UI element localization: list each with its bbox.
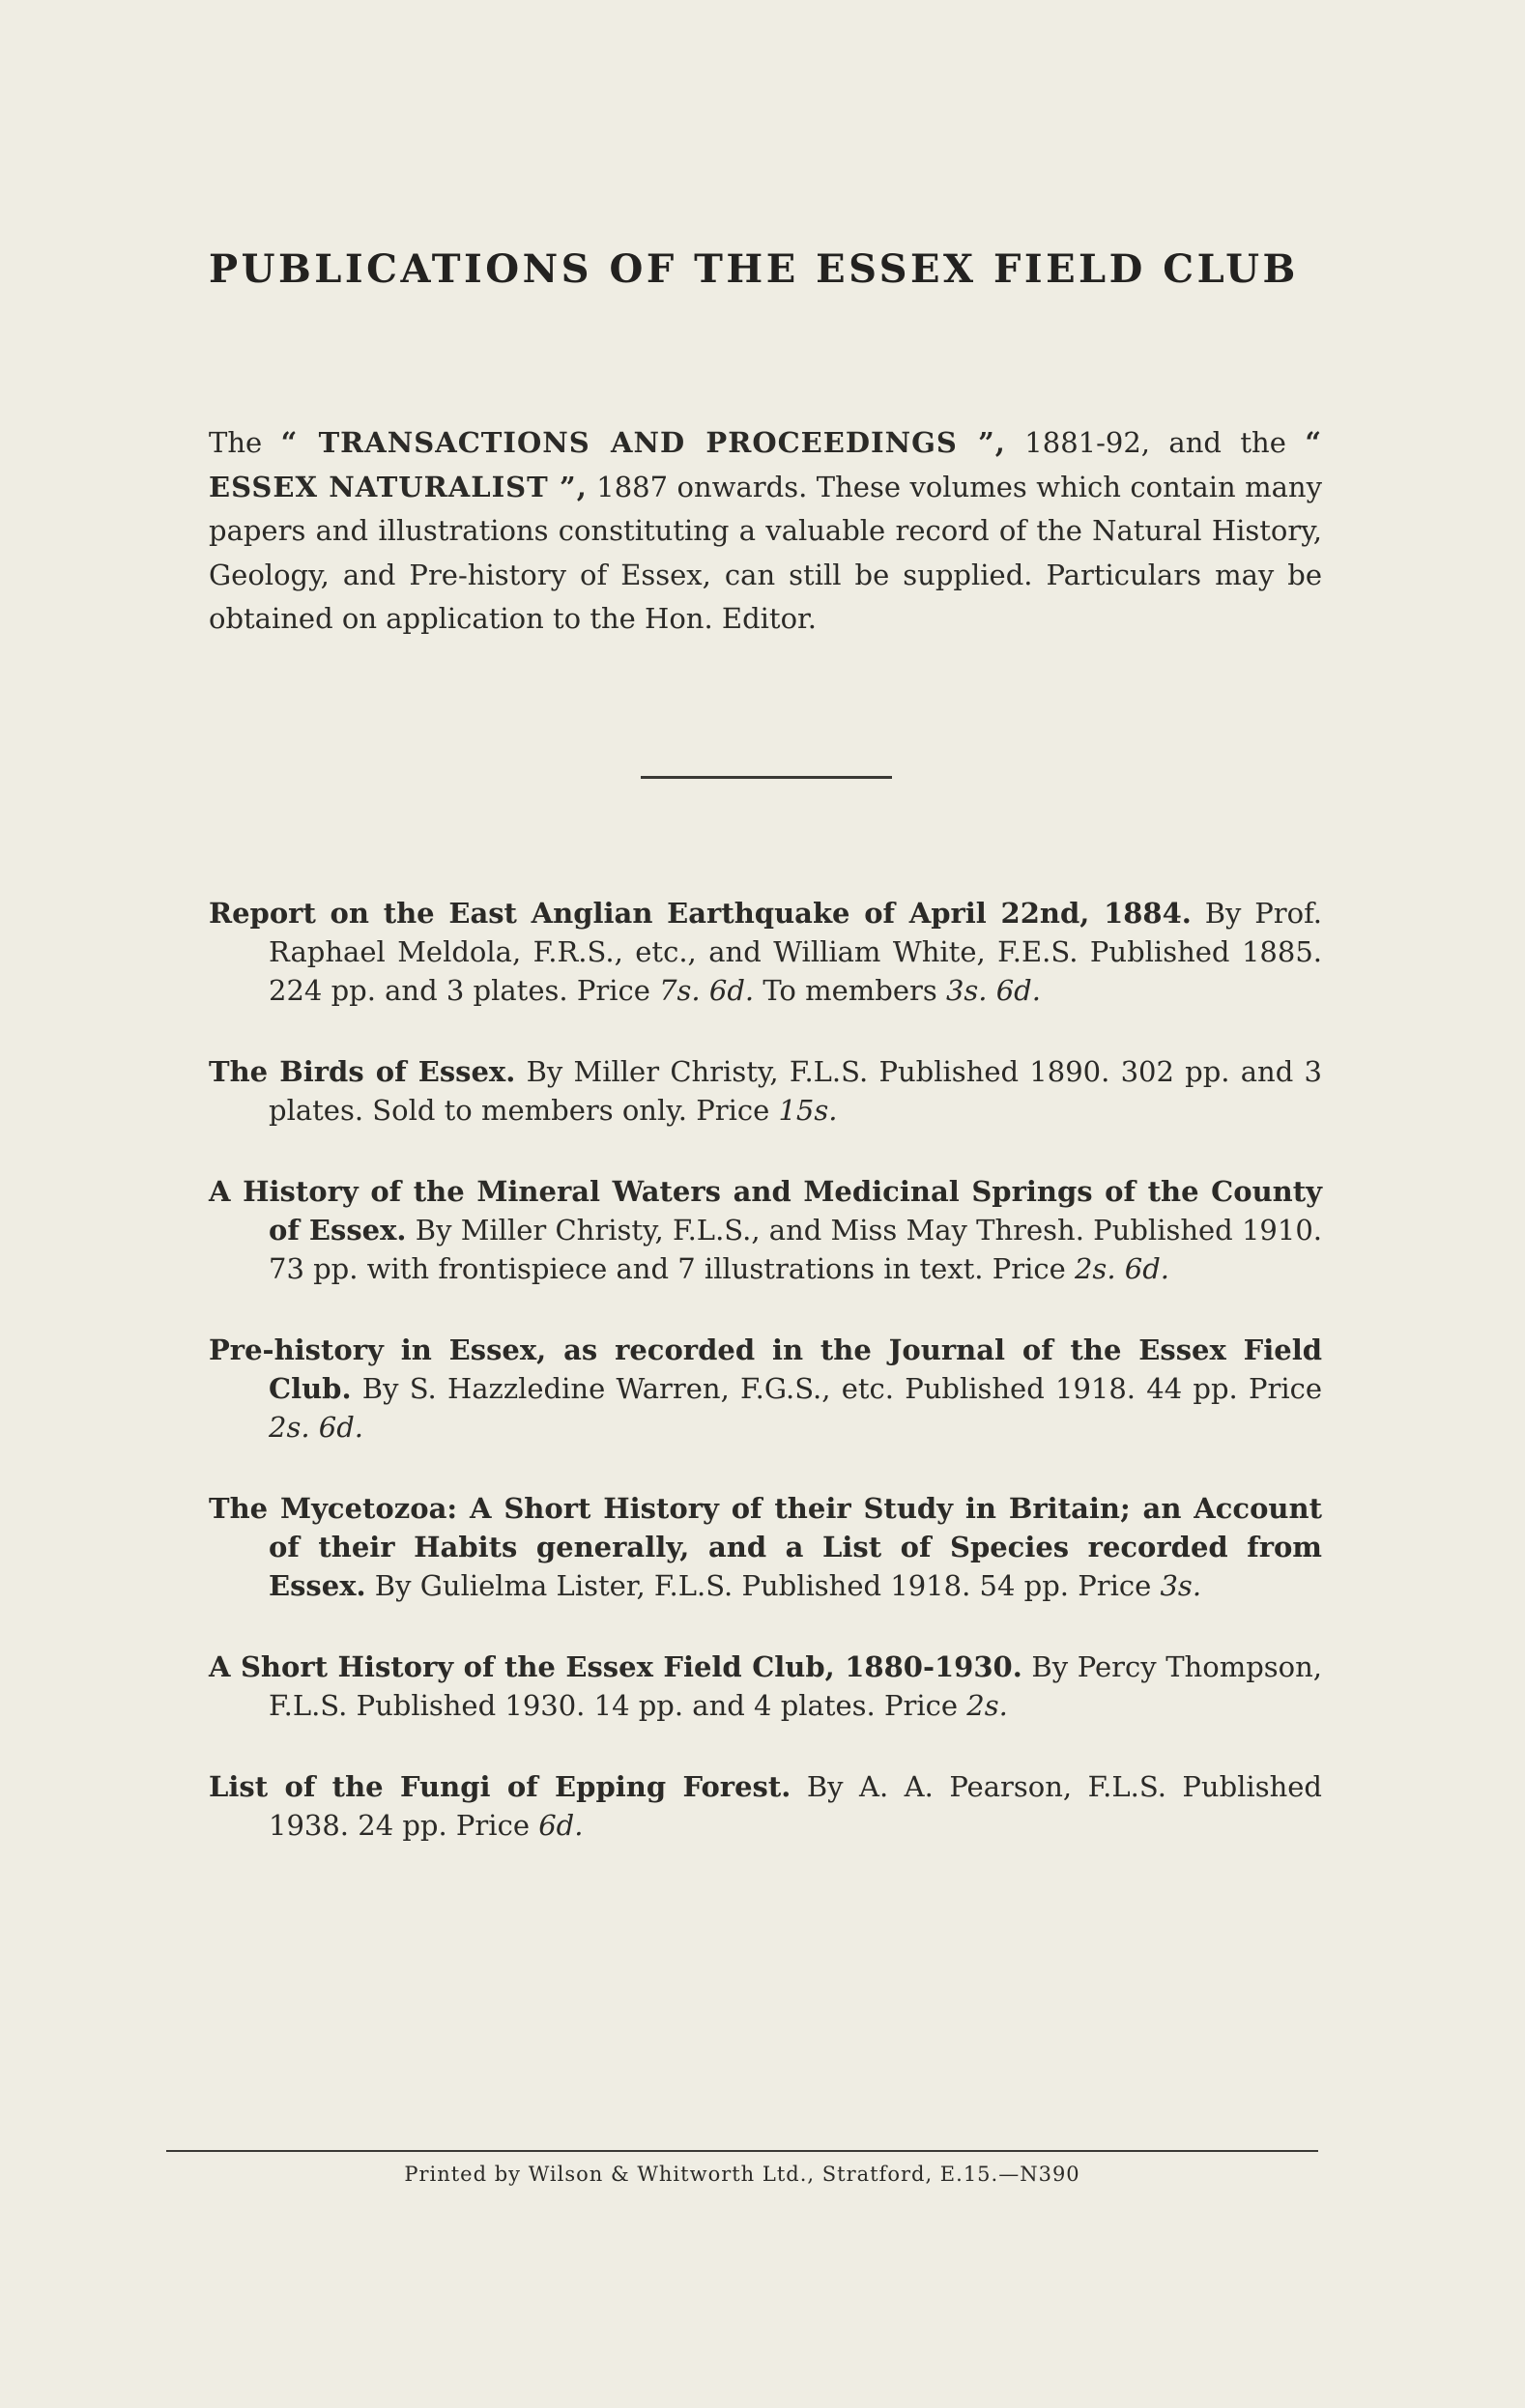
publication-entry [209, 1331, 1322, 1447]
entry-details: By Miller Christy, F.L.S. Published 1890. 302 pp. and 3 plates. Sold to members only. Price [269, 1055, 1322, 1127]
publication-entry [209, 1767, 1322, 1845]
intro-text-1: The [209, 426, 281, 459]
entry-details: By S. Hazzledine Warren, F.G.S., etc. Published 1918. 44 pp. Price [351, 1372, 1322, 1405]
entry-price: 2s. 6d. [269, 1411, 364, 1444]
entry-title: List of the Fungi of Epping Forest. [209, 1770, 791, 1803]
entry-title: A History of the Mineral Waters and Medicinal Springs of the County of Essex. [209, 1175, 1322, 1247]
intro-text-3: 1887 onwards. These volumes which contain many papers and illustrations constituting a valuable record of the Natural History, Geology, and Pre-history of Essex, can still be supplied. Particulars may be obtained on application to the Hon. Editor. [209, 470, 1322, 635]
intro-paragraph [209, 421, 1322, 642]
entry-details: By Gulielma Lister, F.L.S. Published 1918. 54 pp. Price [365, 1569, 1161, 1602]
entry-title: A Short History of the Essex Field Club, 1880-1930. [209, 1650, 1022, 1683]
publication-entry [209, 1648, 1322, 1725]
entry-title: The Birds of Essex. [209, 1055, 516, 1088]
printer-imprint: Printed by Wilson & Whitworth Ltd., Stratford, E.15.—N390 [404, 2163, 1080, 2186]
entry-details-2: To members [754, 974, 946, 1007]
entry-details: By A. A. Pearson, F.L.S. Published 1938. 24 pp. Price [269, 1770, 1322, 1842]
intro-naturalist-title: “ ESSEX NATURALIST ”, [209, 426, 1322, 503]
entry-price: 15s. [778, 1094, 838, 1127]
entry-details: By Miller Christy, F.L.S., and Miss May Thresh. Published 1910. 73 pp. with frontispiece and 7 illustrations in text. Price [269, 1214, 1323, 1285]
section-divider [641, 776, 892, 779]
publication-entry [209, 1172, 1322, 1288]
entry-price: 2s. 6d. [1074, 1252, 1169, 1285]
intro-text-2: 1881-92, and the [1005, 426, 1306, 459]
entry-price: 3s. [1160, 1569, 1202, 1602]
entry-price: 6d. [538, 1809, 584, 1842]
page-title: PUBLICATIONS OF THE ESSEX FIELD CLUB [209, 246, 1299, 292]
entry-title: The Mycetozoa: A Short History of their Study in Britain; an Account of their Habits generally, and a List of Species recorded from Essex. [209, 1492, 1322, 1602]
publication-entry [209, 894, 1322, 1010]
entry-price: 2s. [966, 1689, 1008, 1722]
publication-entry [209, 1052, 1322, 1130]
publication-list [209, 894, 1322, 1887]
entry-details: By Percy Thompson, F.L.S. Published 1930. 14 pp. and 4 plates. Price [269, 1650, 1322, 1722]
entry-price: 7s. 6d. [659, 974, 755, 1007]
intro-transactions-title: “ TRANSACTIONS AND PROCEEDINGS ”, [280, 426, 1006, 459]
entry-title: Report on the East Anglian Earthquake of April 22nd, 1884. [209, 897, 1192, 930]
entry-title: Pre-history in Essex, as recorded in the Journal of the Essex Field Club. [209, 1333, 1322, 1405]
footer-divider [166, 2150, 1318, 2152]
publication-entry [209, 1489, 1322, 1605]
entry-details: By Prof. Raphael Meldola, F.R.S., etc., and William White, F.E.S. Published 1885. 224 pp. and 3 plates. Price [269, 897, 1322, 1007]
entry-member-price: 3s. 6d. [945, 974, 1041, 1007]
